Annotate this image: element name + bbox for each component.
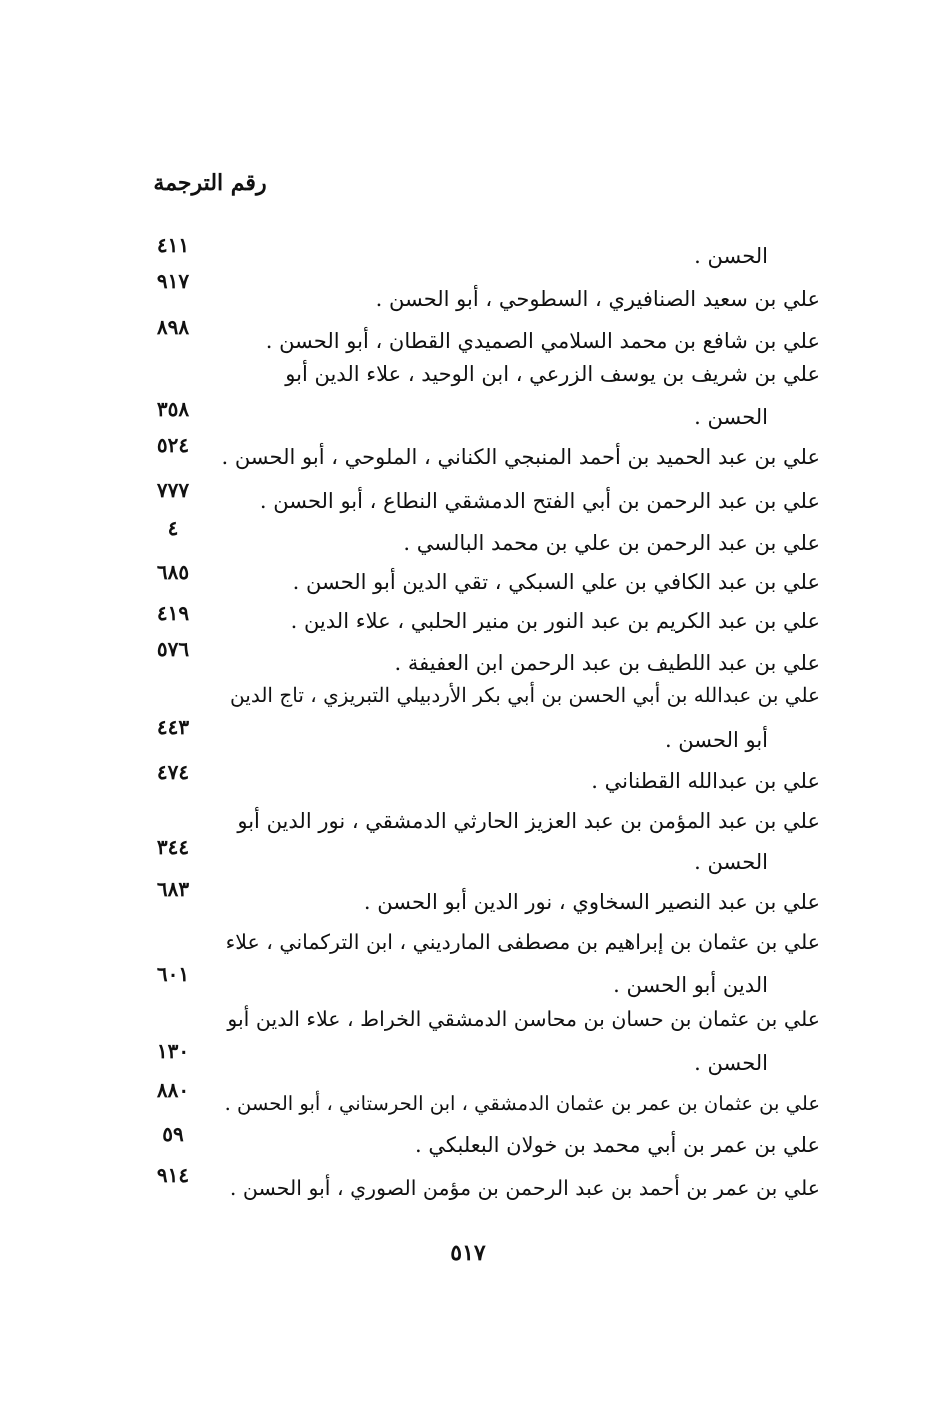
biography-number: ١٣٠ (156, 1039, 190, 1063)
index-line (140, 764, 820, 798)
index-line (140, 1087, 820, 1121)
index-line (140, 925, 820, 959)
entry-name: علي بن عبد الحميد بن أحمد المنبجي الكناني ، الملوحي ، أبو الحسن . (221, 445, 820, 469)
entry-name: علي بن عمر بن أحمد بن عبد الرحمن بن مؤمن الصوري ، أبو الحسن . (229, 1176, 820, 1200)
entry-name: علي بن عثمان بن عمر بن عثمان الدمشقي ، ابن الحرستاني ، أبو الحسن . (224, 1092, 820, 1115)
entry-name: علي بن عبد اللطيف بن عبد الرحمن ابن العفيفة . (394, 651, 820, 675)
biography-number: ٤١٩ (156, 601, 190, 625)
biography-number: ٥٧٦ (156, 637, 190, 661)
page-number: ٥١٧ (450, 1240, 486, 1266)
entry-name: علي بن عبد الكريم بن عبد النور بن منير الحلبي ، علاء الدين . (290, 609, 820, 633)
entry-continuation: الدين أبو الحسن . (613, 973, 768, 997)
index-line (140, 565, 820, 599)
biography-number: ٤٧٤ (156, 760, 190, 784)
entry-name: علي بن عبد الرحمن بن أبي الفتح الدمشقي النطاع ، أبو الحسن . (259, 489, 820, 513)
index-line (140, 678, 820, 712)
index-line (140, 324, 820, 358)
biography-number: ٦٠١ (156, 962, 190, 986)
entry-name: علي بن عبدالله القطناني . (591, 769, 820, 793)
entry-name: علي بن شريف بن يوسف الزرعي ، ابن الوحيد ، علاء الدين أبو (285, 362, 820, 386)
index-line (140, 357, 820, 391)
biography-number: ٨٨٠ (156, 1078, 190, 1102)
entry-continuation: الحسن . (694, 405, 768, 429)
index-line (140, 1171, 820, 1205)
entry-name: علي بن عبد النصير السخاوي ، نور الدين أبو الحسن . (363, 890, 820, 914)
index-line (140, 1128, 820, 1162)
entry-continuation: الحسن . (694, 244, 768, 268)
biography-number: ٤٤٣ (156, 715, 190, 739)
entry-name: علي بن عبد المؤمن بن عبد العزيز الحارثي الدمشقي ، نور الدين أبو (237, 809, 820, 833)
biography-number: ٩١٤ (156, 1163, 190, 1187)
entry-name: علي بن عبد الكافي بن علي السبكي ، تقي الدين أبو الحسن . (292, 570, 820, 594)
entry-continuation: أبو الحسن . (664, 728, 768, 752)
entry-name: علي بن عمر بن أبي محمد بن خولان البعلبكي . (415, 1133, 820, 1157)
biography-number: ٤١١ (156, 233, 190, 257)
entry-continuation: الحسن . (694, 1051, 768, 1075)
entry-name: علي بن عثمان بن إبراهيم بن مصطفى المارديني ، ابن التركماني ، علاء (225, 930, 820, 954)
column-heading: رقم الترجمة (153, 170, 267, 196)
index-line (140, 646, 820, 680)
biography-number: ٣٤٤ (156, 835, 190, 859)
index-line (140, 968, 820, 1002)
biography-number: ٧٧٧ (156, 478, 190, 502)
index-line (140, 723, 820, 757)
entry-name: علي بن عبد الرحمن بن علي بن محمد البالسي . (403, 531, 820, 555)
index-line (140, 885, 820, 919)
entry-name: علي بن سعيد الصنافيري ، السطوحي ، أبو الحسن . (375, 287, 820, 311)
biography-number: ٥٩ (162, 1122, 184, 1146)
biography-number: ٥٢٤ (156, 433, 190, 457)
biography-number: ٨٩٨ (156, 315, 190, 339)
biography-number: ٦٨٣ (156, 877, 190, 901)
biography-number: ٣٥٨ (156, 397, 190, 421)
index-line (140, 1002, 820, 1036)
biography-number: ٩١٧ (156, 269, 190, 293)
entry-name: علي بن شافع بن محمد السلامي الصميدي القطان ، أبو الحسن . (265, 329, 820, 353)
biography-number: ٦٨٥ (156, 560, 190, 584)
index-line (140, 440, 820, 474)
entry-name: علي بن عبدالله بن أبي الحسن بن أبي بكر الأردبيلي التبريزي ، تاج الدين (230, 683, 820, 707)
entry-name: علي بن عثمان بن حسان بن محاسن الدمشقي الخراط ، علاء الدين أبو (227, 1007, 820, 1031)
entry-continuation: الحسن . (694, 850, 768, 874)
biography-number: ٤ (167, 516, 179, 540)
